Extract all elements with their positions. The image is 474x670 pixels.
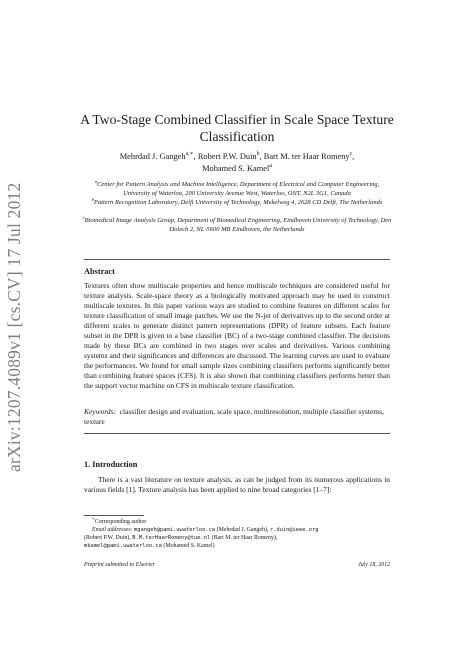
author-list: Mehrdad J. Gangeh$^{a,∗}$, Robert P.W. Duin$^b$, Bart M. ter Haar Romeny$^c$, Mohamed S. Kamel$^a$	[119, 151, 355, 173]
email-label: Email addresses:	[92, 527, 133, 534]
affiliation	[82, 178, 392, 198]
abstract-heading: Abstract	[84, 267, 115, 276]
corresponding-author-note: Corresponding author	[94, 519, 147, 525]
email-link[interactable]: mgangeh@pami.uwaterloo.ca	[134, 527, 216, 534]
intro-paragraph: There is a vast literature on texture analysis, as can be judged from its numerous applications in various fields [1]. Texture analysis has been applied to nine broad categories [1–7]:	[84, 475, 390, 495]
keywords	[84, 407, 390, 427]
affiliation-text: Biomedical Image Analysis Group, Department of Biomedical Engineering, Eindhoven University of Technology, Den Dolech 2, NL-5600 MB Eindhoven, the Netherlands	[84, 217, 392, 233]
email-owner: (Bart M. ter Haar Romeny),	[211, 535, 278, 542]
page-footer	[84, 562, 390, 568]
affiliation	[82, 196, 392, 208]
author-marker: a,∗	[185, 151, 194, 158]
keywords-text: classifier design and evaluation, scale space, multiresolution, multiple classifier systems, texture	[84, 407, 384, 427]
author-name: Mehrdad J. Gangeh	[119, 152, 186, 161]
abstract-top-rule	[84, 259, 390, 260]
footer-preprint-note: Preprint submitted to Elsevier	[84, 562, 155, 568]
affiliation-marker: a	[94, 178, 98, 184]
abstract-bottom-rule	[84, 433, 390, 434]
footnote: ∗Corresponding author Email addresses: mgangeh@pami.uwaterloo.ca (Mehrdad J. Gangeh), r.duin@ieee.org (Robert P.W. Duin), B.M.terHaarRomeny@tue.nl (Bart M. ter Haar Romeny), mkamel@pami.uwaterloo.ca (Mohamed S. Kamel)	[84, 516, 319, 550]
email-owner: (Mohamed S. Kamel)	[163, 543, 215, 550]
email-owner: (Robert P.W. Duin),	[84, 535, 131, 542]
email-link[interactable]: B.M.terHaarRomeny@tue.nl	[132, 535, 211, 542]
affiliation-marker: b	[91, 196, 94, 202]
section-heading: 1. Introduction	[84, 460, 138, 469]
email-link[interactable]: mkamel@pami.uwaterloo.ca	[84, 543, 162, 550]
arxiv-identifier: arXiv:1207.4089v1 [cs.CV] 17 Jul 2012	[4, 182, 24, 472]
affiliation-text: Center for Pattern Analysis and Machine Intelligence, Department of Electrical and Computer Engineering, University of Waterloo, 200 University Avenue West, Waterloo, ONT. N2L 3G1, Canada	[97, 181, 380, 197]
affiliation-text: Pattern Recognition Laboratory, Delft University of Technology, Mekelweg 4, 2628 CD Delft, The Netherlands	[93, 199, 383, 206]
email-link[interactable]: r.duin@ieee.org	[269, 527, 319, 534]
author-marker: b	[256, 151, 260, 158]
email-owner: (Mehrdad J. Gangeh),	[216, 527, 269, 534]
paper-title: A Two-Stage Combined Classifier in Scale Space Texture Classification	[80, 112, 394, 144]
author-name: Bart M. ter Haar Romeny	[263, 152, 350, 161]
author-marker: c	[349, 151, 353, 158]
affiliation-marker: c	[82, 214, 85, 220]
affiliation	[82, 214, 392, 234]
author-name: Robert P.W. Duin	[197, 152, 257, 161]
author-name: Mohamed S. Kamel	[202, 164, 270, 173]
footer-date: July 18, 2012	[358, 562, 390, 568]
keywords-label: Keywords:	[84, 407, 116, 416]
author-marker: a	[269, 163, 272, 170]
abstract-text: Textures often show multiscale properties and hence multiscale techniques are considered useful for texture analysis. Scale-space theory as a biologically motivated approach may be used to construct multiscale textures. In this paper various ways are studied to combine features on different scales for texture classification of small image patches. We use the N-jet of derivatives up to the second order at different scales to generate distinct pattern representations (DPR) of feature subsets. Each feature subset in the DPR is given to a base classifier (BC) of a two-stage combined classifier. The decisions made by these BCs are combined in two stages over scales and derivatives. Various combining systems and their significances and differences are discussed. The learning curves are used to evaluate the performances. We found for small sample sizes combining classifiers performs significantly better than combining feature spaces (CFS). It is also shown that combining classifiers performs better than the support vector machine on CFS in multiscale texture classification.	[84, 281, 390, 391]
